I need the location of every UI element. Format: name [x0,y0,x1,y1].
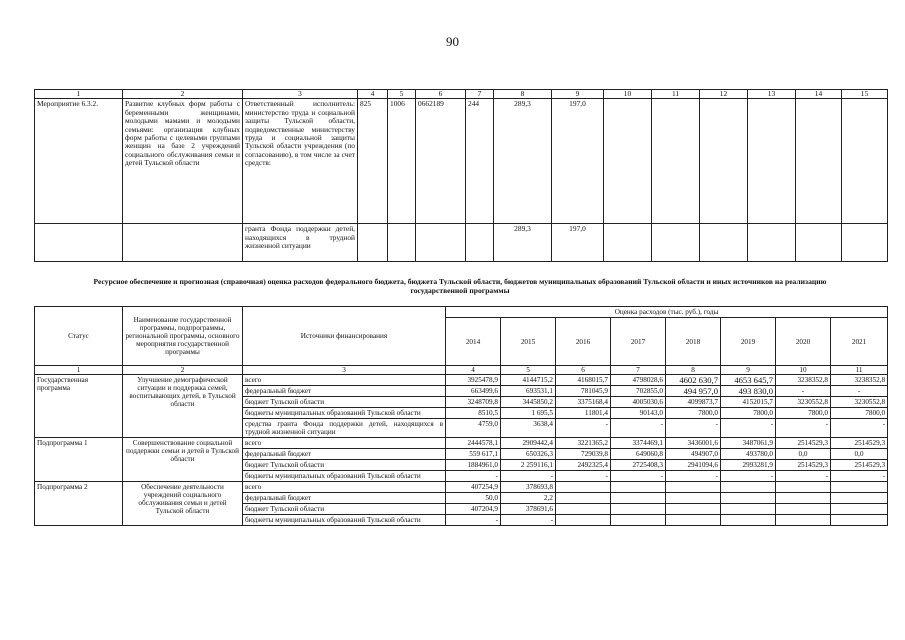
col-number: 1 [35,90,123,99]
col-number: 7 [466,90,494,99]
col-number: 5 [501,366,556,375]
col-number: 14 [796,90,842,99]
year-header: 2019 [721,318,776,366]
value-cell [611,515,666,526]
value-cell: 3238352,8 [831,375,888,386]
cell-empty [652,224,700,262]
col-number: 11 [652,90,700,99]
cell-empty [842,99,888,224]
header-status: Статус [35,307,123,366]
col-number: 9 [552,90,604,99]
value-cell: 493780,0 [721,449,776,460]
cell-empty [748,99,796,224]
value-cell: 4602 630,7 [666,375,721,386]
value-cell: 702855,0 [611,386,666,397]
year-header: 2016 [556,318,611,366]
value-cell: 1 695,5 [501,408,556,419]
value-cell [556,482,611,493]
value-cell: 2514529,3 [776,438,831,449]
activity-name: Развитие клубных форм работы с беременными женщинами, молодыми мамами и молодыми семьями: организация клубных форм работы с целевыми группами женщин на базе 2 учреждений социального обслуживания семьи и детей Тульской области [123,99,243,224]
value-cell: 693531,1 [501,386,556,397]
cell-c9: 197,0 [552,99,604,224]
value-cell: 378691,6 [501,504,556,515]
table-row [35,438,888,449]
activity-status: Мероприятие 6.3.2. [35,99,123,224]
cell-empty [796,99,842,224]
value-cell [776,504,831,515]
value-cell [721,493,776,504]
value-cell [556,515,611,526]
row-program-name: Обеспечение деятельности учреждений социального обслуживания семьи и детей Тульской области [123,482,243,526]
value-cell: 7800,0 [831,408,888,419]
value-cell: - [501,515,556,526]
value-cell: 2514529,3 [776,460,831,471]
cell-empty [842,224,888,262]
value-cell: 4798028,6 [611,375,666,386]
row-status: Подпрограмма 2 [35,482,123,526]
activity-executor: Ответственный исполнитель: министерство труда и социальной защиты Тульской области, подведомственные министерству труда и социальной защиты Тульской области учреждения (по согласованию), в том числе за счет средств: [243,99,358,224]
col-number: 15 [842,90,888,99]
value-cell: 4005030,6 [611,397,666,408]
value-cell: - [776,386,831,397]
value-cell: 494907,0 [666,449,721,460]
cell-empty [416,224,466,262]
col-number: 3 [243,90,358,99]
funding-source: всего [243,482,446,493]
value-cell: - [721,471,776,482]
cell-empty [700,99,748,224]
value-cell [721,482,776,493]
funding-source: бюджет Тульской области [243,397,446,408]
funding-source: бюджеты муниципальных образований Тульской области [243,471,446,482]
year-header: 2021 [831,318,888,366]
row-program-name: Улучшение демографической ситуации и поддержка семей, воспитывающих детей, в Тульской области [123,375,243,438]
value-cell: 3436001,6 [666,438,721,449]
header-source: Источники финансирования [243,307,446,366]
value-cell: 2514529,3 [831,438,888,449]
funding-source: бюджет Тульской области [243,460,446,471]
cell-empty [35,224,123,262]
col-number: 4 [446,366,501,375]
value-cell [611,482,666,493]
cell-empty [123,224,243,262]
col-number: 12 [700,90,748,99]
col-number: 2 [123,366,243,375]
value-cell: 2993281,9 [721,460,776,471]
table-header-row [35,307,888,318]
cell-c8: 289,3 [494,224,552,262]
value-cell: 7800,0 [776,408,831,419]
value-cell: 1884961,0 [446,460,501,471]
value-cell: - [446,515,501,526]
value-cell: 3445850,2 [501,397,556,408]
value-cell: - [666,419,721,438]
cell-empty [358,224,388,262]
grant-source: гранта Фонда поддержки детей, находящихся в трудной жизненной ситуации [243,224,358,262]
value-cell: 3487061,9 [721,438,776,449]
funding-source: бюджеты муниципальных образований Тульской области [243,515,446,526]
value-cell: - [831,386,888,397]
value-cell: 0,0 [776,449,831,460]
col-number: 7 [611,366,666,375]
resource-table [34,306,888,526]
value-cell: - [611,471,666,482]
table-row [35,482,888,493]
activity-table [34,89,888,262]
value-cell: 2725408,3 [611,460,666,471]
value-cell: 7800,0 [721,408,776,419]
table-row [35,99,888,224]
value-cell: 0,0 [831,449,888,460]
value-cell: 781045,9 [556,386,611,397]
value-cell: 3230552,8 [776,397,831,408]
value-cell: 3374469,1 [611,438,666,449]
value-cell: 4653 645,7 [721,375,776,386]
value-cell: - [556,419,611,438]
col-number: 5 [388,90,416,99]
value-cell [611,504,666,515]
row-status: Подпрограмма 1 [35,438,123,482]
value-cell: 493 830,0 [721,386,776,397]
cell-empty [466,224,494,262]
value-cell: 90143,0 [611,408,666,419]
value-cell: 2941094,6 [666,460,721,471]
value-cell: 3638,4 [501,419,556,438]
cell-empty [388,224,416,262]
value-cell: - [611,419,666,438]
col-number: 10 [604,90,652,99]
row-status: Государственная программа [35,375,123,438]
col-number: 3 [243,366,446,375]
value-cell [666,493,721,504]
value-cell: 3375168,4 [556,397,611,408]
year-header: 2017 [611,318,666,366]
cell-empty [652,99,700,224]
value-cell [721,515,776,526]
value-cell: - [666,471,721,482]
value-cell: 8510,5 [446,408,501,419]
table-header-row [35,90,888,99]
header-name: Наименование государственной программы, подпрограммы, региональной программы, основного мероприятия государственной программы [123,307,243,366]
col-number: 4 [358,90,388,99]
value-cell: - [446,471,501,482]
value-cell [611,493,666,504]
col-number: 6 [416,90,466,99]
value-cell: 3221365,2 [556,438,611,449]
value-cell: - [831,471,888,482]
value-cell: 2492325,4 [556,460,611,471]
cell-c7: 244 [466,99,494,224]
value-cell: - [721,419,776,438]
value-cell [776,482,831,493]
value-cell: - [831,419,888,438]
year-header: 2020 [776,318,831,366]
value-cell: 2444578,1 [446,438,501,449]
cell-empty [796,224,842,262]
cell-c9: 197,0 [552,224,604,262]
funding-source: бюджет Тульской области [243,504,446,515]
col-number: 10 [776,366,831,375]
cell-empty [700,224,748,262]
value-cell: 4144715,2 [501,375,556,386]
value-cell: 4168015,7 [556,375,611,386]
value-cell: 4152015,7 [721,397,776,408]
value-cell: 50,0 [446,493,501,504]
cell-c6: 0662189 [416,99,466,224]
funding-source: всего [243,438,446,449]
value-cell: 2514529,3 [831,460,888,471]
value-cell: 378693,8 [501,482,556,493]
year-header: 2018 [666,318,721,366]
header-estimate: Оценка расходов (тыс. руб.), годы [446,307,888,318]
col-number: 13 [748,90,796,99]
cell-empty [604,224,652,262]
value-cell [831,482,888,493]
value-cell: 2909442,4 [501,438,556,449]
value-cell [831,515,888,526]
funding-source: федеральный бюджет [243,493,446,504]
value-cell [666,482,721,493]
page-number: 90 [446,34,459,49]
col-number: 8 [666,366,721,375]
value-cell [666,504,721,515]
funding-source: всего [243,375,446,386]
col-number: 2 [123,90,243,99]
col-number: 8 [494,90,552,99]
col-numbers-row [35,366,888,375]
value-cell [666,515,721,526]
col-number: 1 [35,366,123,375]
value-cell [721,504,776,515]
table-row [35,224,888,262]
value-cell: 494 957,0 [666,386,721,397]
value-cell: 11801,4 [556,408,611,419]
value-cell: 3238352,8 [776,375,831,386]
value-cell: 3230552,8 [831,397,888,408]
funding-source: бюджеты муниципальных образований Тульской области [243,408,446,419]
funding-source: федеральный бюджет [243,386,446,397]
value-cell: 559 617,1 [446,449,501,460]
value-cell: 407254,9 [446,482,501,493]
value-cell: 3925478,9 [446,375,501,386]
cell-empty [748,224,796,262]
cell-empty [604,99,652,224]
value-cell: 729039,8 [556,449,611,460]
section-caption: Ресурсное обеспечение и прогнозная (справочная) оценка расходов федерального бюджета, бюджета Тульской области, бюджетов муниципальных образований Тульской области и иных источников на реализацию государственной программы [93,277,827,295]
value-cell [776,493,831,504]
value-cell: 407204,9 [446,504,501,515]
value-cell: 2 259116,1 [501,460,556,471]
value-cell: 3248709,8 [446,397,501,408]
year-header: 2015 [501,318,556,366]
value-cell [776,515,831,526]
row-program-name: Совершенствование социальной поддержки семьи и детей в Тульской области [123,438,243,482]
value-cell [831,493,888,504]
value-cell: 2,2 [501,493,556,504]
col-number: 9 [721,366,776,375]
value-cell [556,504,611,515]
value-cell: 649060,8 [611,449,666,460]
col-number: 6 [556,366,611,375]
value-cell: 663499,6 [446,386,501,397]
value-cell [831,504,888,515]
table-row [35,375,888,386]
cell-c4: 825 [358,99,388,224]
value-cell: - [501,471,556,482]
value-cell: 4759,0 [446,419,501,438]
value-cell: - [776,471,831,482]
funding-source: средства гранта Фонда поддержки детей, находящихся в трудной жизненной ситуации [243,419,446,438]
value-cell: - [556,471,611,482]
year-header: 2014 [446,318,501,366]
funding-source: федеральный бюджет [243,449,446,460]
cell-c5: 1006 [388,99,416,224]
cell-c8: 289,3 [494,99,552,224]
col-number: 11 [831,366,888,375]
value-cell: 7800,0 [666,408,721,419]
value-cell [556,493,611,504]
value-cell: 4099873,7 [666,397,721,408]
value-cell: 650326,3 [501,449,556,460]
value-cell: - [776,419,831,438]
